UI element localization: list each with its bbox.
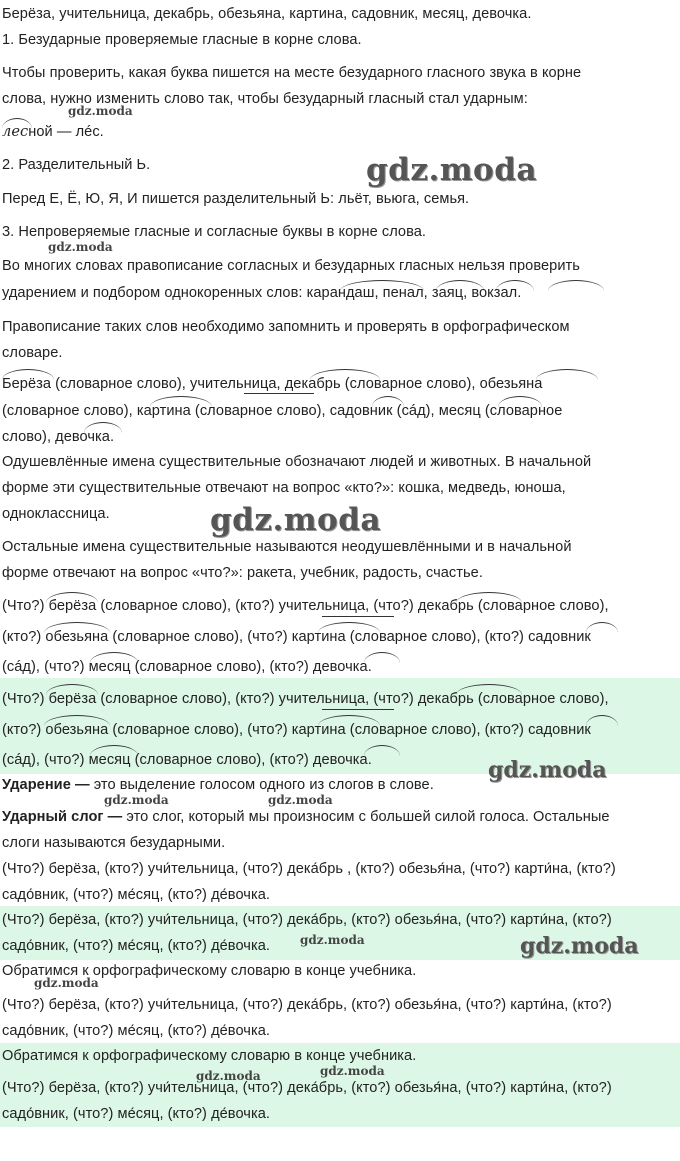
text-line: (Что?) берёза, (кто?) учи́тельница, (что?) дека́брь, (кто?) обезья́на, (что?) карти́на, (кто?): [2, 1080, 612, 1096]
root-arc-mark: [310, 369, 380, 380]
text-fragment: ной — лéс.: [28, 124, 104, 140]
watermark-logo: gdz.moda: [68, 104, 133, 118]
root-arc-mark: [84, 422, 122, 433]
root-word: лес: [2, 123, 29, 140]
text-line: (Что?) берёза (словарное слово), (кто?) учительница, (что?) декабрь (словарное слово),: [2, 598, 609, 614]
text-line: слоги называются безударными.: [2, 835, 226, 851]
text-fragment: это выделение голосом одного из слогов в слове.: [89, 777, 434, 793]
watermark-logo: gdz.moda: [34, 976, 99, 990]
text-line: Остальные имена существительные называются неодушевлёнными и в начальной: [2, 539, 572, 555]
text-line: (Что?) берёза (словарное слово), (кто?) учительница, (что?) декабрь (словарное слово),: [2, 691, 609, 707]
text-line: Одушевлённые имена существительные обозначают людей и животных. В начальной: [2, 454, 592, 470]
text-line: садо́вник, (что?) ме́сяц, (кто?) де́вочка.: [2, 938, 270, 954]
text-line: ударением и подбором однокоренных слов: карандаш, пенал, заяц, вокзал.: [2, 285, 522, 301]
root-arc-mark: [586, 622, 618, 633]
text-line: садо́вник, (что?) ме́сяц, (кто?) де́вочка.: [2, 887, 270, 903]
text-line: одноклассница.: [2, 506, 110, 522]
watermark-logo: gdz.moda: [196, 1069, 261, 1083]
text-line: (Что?) берёза, (кто?) учи́тельница, (что?) дека́брь, (кто?) обезья́на, (что?) карти́на, (кто?): [2, 912, 612, 928]
text-line: (сáд), (что?) месяц (словарное слово), (кто?) девочка.: [2, 659, 372, 675]
root-arc-mark: [456, 592, 522, 603]
text-line: 2. Разделительный Ь.: [2, 157, 151, 173]
watermark-logo: gdz.moda: [104, 793, 169, 807]
root-arc-mark: [436, 280, 484, 291]
watermark-logo: gdz.moda: [488, 757, 607, 783]
root-arc-mark: [496, 280, 534, 291]
root-arc-mark: [2, 369, 54, 380]
watermark-logo: gdz.moda: [268, 793, 333, 807]
watermark-logo: gdz.moda: [320, 1064, 385, 1078]
text-line: (Что?) берёза, (кто?) учи́тельница, (что?) дека́брь , (кто?) обезья́на, (что?) карти́на, (кто?): [2, 861, 616, 877]
root-arc-mark: [46, 592, 98, 603]
root-arc-mark: [150, 396, 212, 407]
text-fragment: это слог, который мы произносим с большей силой голоса. Остальные: [122, 809, 610, 825]
text-line: (словарное слово), картина (словарное слово), садовник (сáд), месяц (словарное: [2, 403, 563, 419]
text-line: Обратимся к орфографическому словарю в конце учебника.: [2, 1048, 417, 1064]
root-arc-mark: [372, 396, 404, 407]
text-line: форме эти существительные отвечают на вопрос «кто?»: кошка, медведь, юноша,: [2, 480, 566, 496]
text-line: Берёза (словарное слово), учительница, декабрь (словарное слово), обезьяна: [2, 376, 543, 392]
root-arc-mark: [318, 622, 380, 633]
text-line: [2, 807, 678, 827]
text-line: (кто?) обезьяна (словарное слово), (что?) картина (словарное слово), (кто?) садовник: [2, 629, 591, 645]
text-line: Во многих словах правописание согласных и безударных гласных нельзя проверить: [2, 258, 580, 274]
root-underline-mark: [244, 393, 314, 394]
root-arc-mark: [340, 280, 424, 291]
text-line: садо́вник, (что?) ме́сяц, (кто?) де́вочка.: [2, 1106, 270, 1122]
root-arc-mark: [2, 118, 32, 129]
text-line: Берёза, учительница, декабрь, обезьяна, картина, садовник, месяц, девочка.: [2, 6, 532, 22]
text-line: форме отвечают на вопрос «что?»: ракета, учебник, радость, счастье.: [2, 565, 483, 581]
watermark-logo: gdz.moda: [48, 240, 113, 254]
root-arc-mark: [536, 369, 598, 380]
root-arc-mark: [364, 652, 400, 663]
root-arc-mark: [90, 652, 138, 663]
watermark-logo: gdz.moda: [300, 933, 365, 947]
text-line: (Что?) берёза, (кто?) учи́тельница, (что?) дека́брь, (кто?) обезья́на, (что?) карти́на, (кто?): [2, 997, 612, 1013]
text-line: (сáд), (что?) месяц (словарное слово), (кто?) девочка.: [2, 752, 372, 768]
root-underline-mark: [322, 616, 394, 617]
root-underline-mark: [322, 709, 394, 710]
text-line: (кто?) обезьяна (словарное слово), (что?) картина (словарное слово), (кто?) садовник: [2, 722, 591, 738]
text-line: Обратимся к орфографическому словарю в конце учебника.: [2, 963, 417, 979]
watermark-logo: gdz.moda: [210, 502, 381, 538]
text-line: Перед Е, Ё, Ю, Я, И пишется разделительный Ь: льёт, вьюга, семья.: [2, 191, 470, 207]
term-label: Ударение —: [2, 777, 90, 793]
text-line: Чтобы проверить, какая буква пишется на месте безударного гласного звука в корне: [2, 65, 582, 81]
root-arc-mark: [548, 280, 604, 291]
text-line: [2, 122, 678, 142]
watermark-logo: gdz.moda: [366, 152, 537, 188]
term-label: Ударный слог —: [2, 809, 123, 825]
text-line: садо́вник, (что?) ме́сяц, (кто?) де́вочка.: [2, 1023, 270, 1039]
text-line: 1. Безударные проверяемые гласные в корне слова.: [2, 32, 362, 48]
root-arc-mark: [44, 622, 110, 633]
text-line: слово), девочка.: [2, 429, 115, 445]
watermark-logo: gdz.moda: [520, 933, 639, 959]
root-arc-mark: [498, 396, 542, 407]
text-line: слова, нужно изменить слово так, чтобы безударный гласный стал ударным:: [2, 91, 528, 107]
text-line: словаре.: [2, 345, 63, 361]
text-line: Правописание таких слов необходимо запомнить и проверять в орфографическом: [2, 319, 570, 335]
text-line: 3. Непроверяемые гласные и согласные буквы в корне слова.: [2, 224, 427, 240]
